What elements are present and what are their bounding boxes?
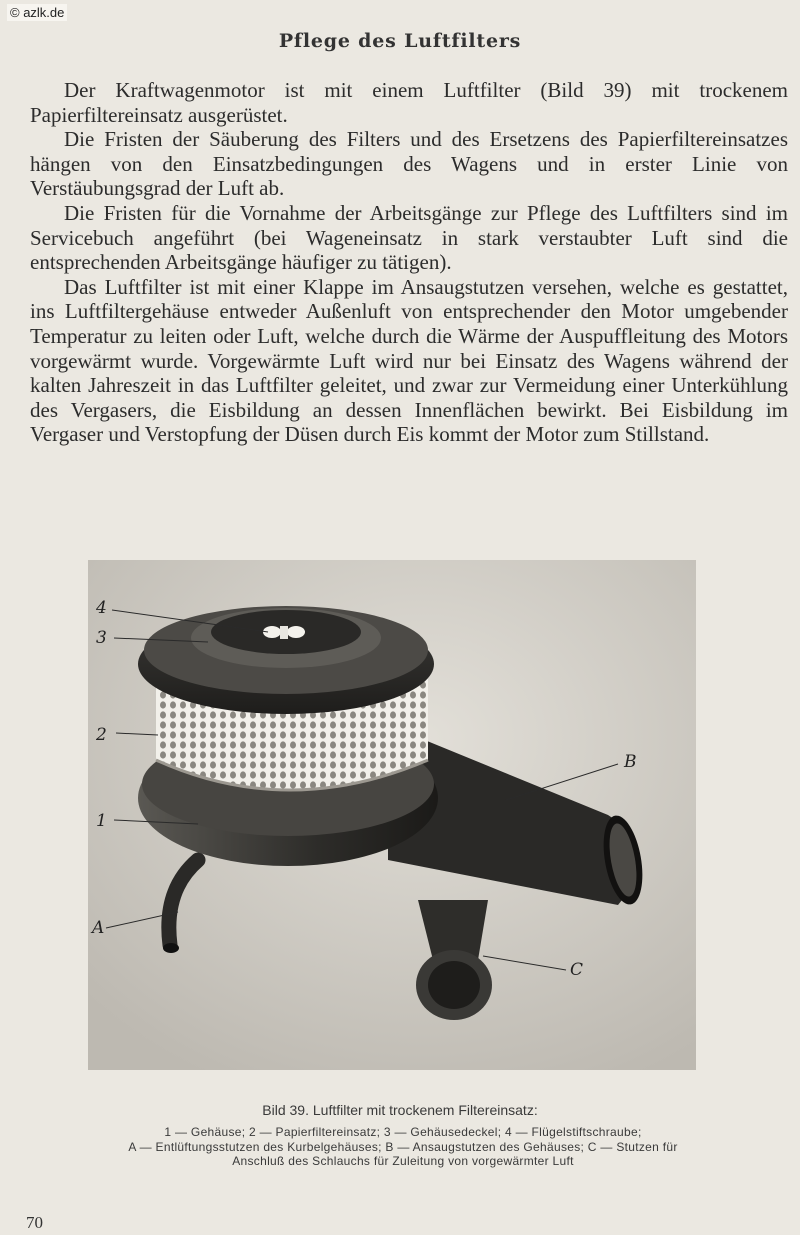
label-b: B: [624, 752, 637, 772]
label-2: 2: [96, 725, 107, 745]
watermark: © azlk.de: [7, 4, 67, 21]
figure-legend: [118, 1125, 688, 1169]
page-number: 70: [26, 1213, 43, 1232]
label-4: 4: [96, 598, 107, 618]
legend-line: 1 — Gehäuse; 2 — Papierfiltereinsatz; 3 — Gehäusedeckel; 4 — Flügelstiftschraube;: [164, 1125, 642, 1139]
label-1: 1: [96, 811, 107, 831]
figure-caption: Bild 39. Luftfilter mit trockenem Filtereinsatz:: [262, 1102, 538, 1118]
paragraph: Der Kraftwagenmotor ist mit einem Luftfilter (Bild 39) mit trockenem Papierfiltereinsatz ausgerüstet.: [30, 78, 788, 127]
label-c: C: [570, 960, 584, 980]
body-text: [30, 78, 788, 447]
label-3: 3: [96, 628, 107, 648]
paragraph: Die Fristen der Säuberung des Filters und des Ersetzens des Papierfiltereinsatzes hängen von den Einsatzbedingungen des Wagens und in erster Linie von Verstäubungsgrad der Luft ab.: [30, 127, 788, 201]
paragraph: Das Luftfilter ist mit einer Klappe im Ansaugstutzen versehen, welche es gestattet, ins Luftfiltergehäuse entweder Außenluft von entsprechender den Motor umgebender Temperatur zu leiten oder Luft, welche durch die Wärme der Auspuffleitung des Motors vorgewärmt wurde. Vorgewärmte Luft wird nur bei Einsatz des Wagens während der kalten Jahreszeit in das Luftfilter geleitet, und zwar zur Vermeidung einer Unterkühlung des Vergasers, die Eisbildung an dessen Innenflächen bewirkt. Bei Eisbildung im Vergaser und Verstopfung der Düsen durch Eis kommt der Motor zum Stillstand.: [30, 274, 788, 447]
legend-line: A — Entlüftungsstutzen des Kurbelgehäuses; B — Ansaugstutzen des Gehäuses; C — Stutzen für Anschluß des Schlauchs für Zuleitung von vorgewärmter Luft: [128, 1139, 678, 1168]
page-title: Pflege des Luftfilters: [278, 30, 522, 52]
label-a: A: [92, 918, 105, 938]
air-filter-photo: [88, 560, 696, 1070]
paragraph: Die Fristen für die Vornahme der Arbeitsgänge zur Pflege des Luftfilters sind im Servicebuch angeführt (bei Wageneinsatz in stark verstaubter Luft sind die entsprechenden Arbeitsgänge häufiger zu tätigen).: [30, 200, 788, 275]
